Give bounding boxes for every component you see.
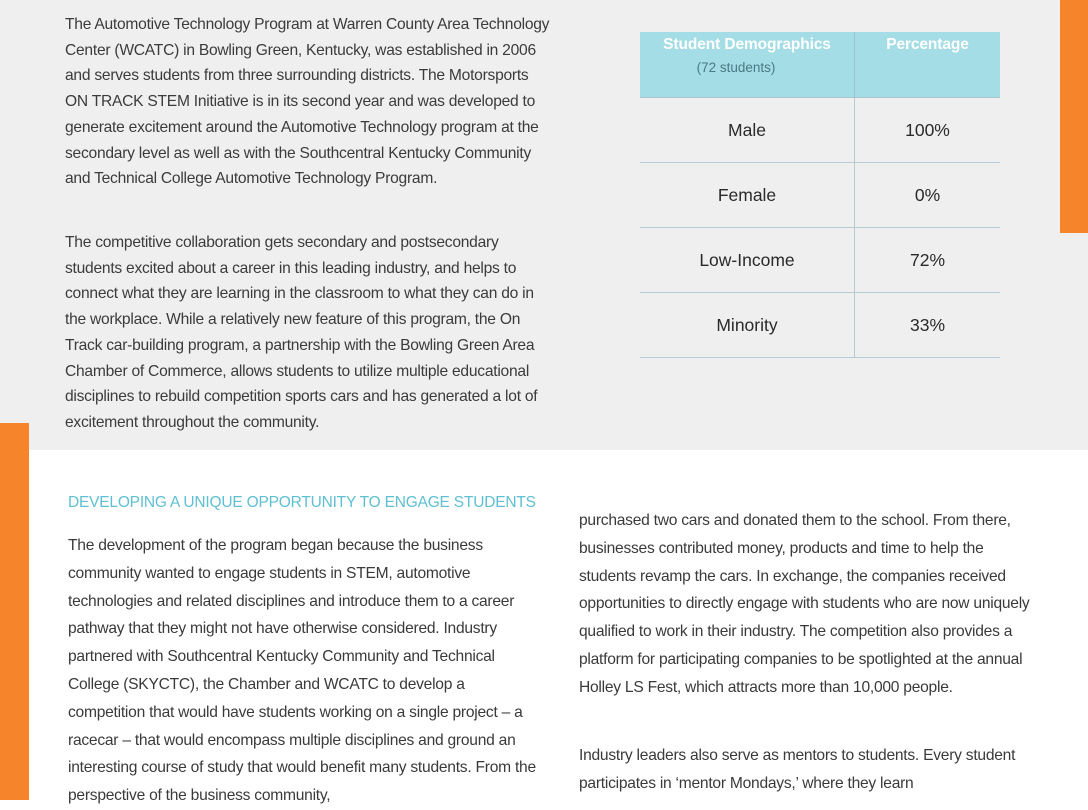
row-label: Low-Income: [640, 228, 855, 292]
table-row: [640, 163, 1000, 228]
demographics-table: [640, 32, 1000, 358]
row-value: 33%: [909, 314, 946, 335]
intro-paragraph-1: The Automotive Technology Program at Warren County Area Technology Center (WCATC) in Bowling Green, Kentucky, was established in 2006 and serves students from three surrounding districts. The Motorsports ON TRACK STEM Initiative is in its second year and was developed to generate excitement around the Automotive Technology program at the secondary level as well as with the Southcentral Kentucky Community and Technical College Automotive Technology Program.: [65, 16, 550, 188]
header-cell-percentage: [855, 32, 1000, 97]
body-right-paragraph-1: purchased two cars and donated them to the school. From there, businesses contributed money, products and time to help the students revamp the cars. In exchange, the companies received opportunities to directly engage with students who are now uniquely qualified to work in their industry. The competition also provides a platform for participating companies to be spotlighted at the annual Holley LS Fest, which attracts more than 10,000 people.: [579, 512, 1030, 696]
table-row: [640, 98, 1000, 163]
table-row: [640, 228, 1000, 293]
table-header: [640, 32, 1000, 98]
accent-bar-left: [0, 423, 29, 800]
row-label: Minority: [640, 293, 855, 357]
section-heading: DEVELOPING A UNIQUE OPPORTUNITY TO ENGAGE STUDENTS: [68, 494, 536, 511]
row-label: Male: [640, 98, 855, 162]
table-row: [640, 293, 1000, 358]
intro-paragraph-2: The competitive collaboration gets secondary and postsecondary students excited about a career in this leading industry, and helps to connect what they are learning in the classroom to what they can do in the workplace. While a relatively new feature of this program, the On Track car-building program, a partnership with the Bowling Green Area Chamber of Commerce, allows students to utilize multiple educational disciplines to rebuild competition sports cars and has generated a lot of excitement throughout the community.: [65, 234, 538, 431]
header-demographics-label: Student Demographics: [663, 36, 831, 53]
body-left-column: The development of the program began because the business community wanted to engage students in STEM, automotive technologies and related disciplines and introduce them to a career pathway that they might not have otherwise considered. Industry partnered with Southcentral Kentucky Community and Technical College (SKYCTC), the Chamber and WCATC to develop a competition that would have students working on a single project – a racecar – that would encompass multiple disciplines and ground an interesting course of study that would benefit many students. From the perspective of the business community,: [68, 537, 536, 805]
row-value: 72%: [909, 249, 946, 270]
accent-bar-right: [1060, 0, 1088, 233]
header-student-count: (72 students): [696, 60, 776, 75]
row-value: 0%: [914, 184, 941, 205]
header-cell-demographics: [640, 32, 855, 97]
body-right-paragraph-2: Industry leaders also serve as mentors to students. Every student participates in ‘mentor Mondays,’ where they learn: [579, 747, 1016, 792]
row-label: Female: [640, 163, 855, 227]
row-value: 100%: [905, 119, 950, 140]
header-percentage-label: Percentage: [886, 36, 969, 53]
